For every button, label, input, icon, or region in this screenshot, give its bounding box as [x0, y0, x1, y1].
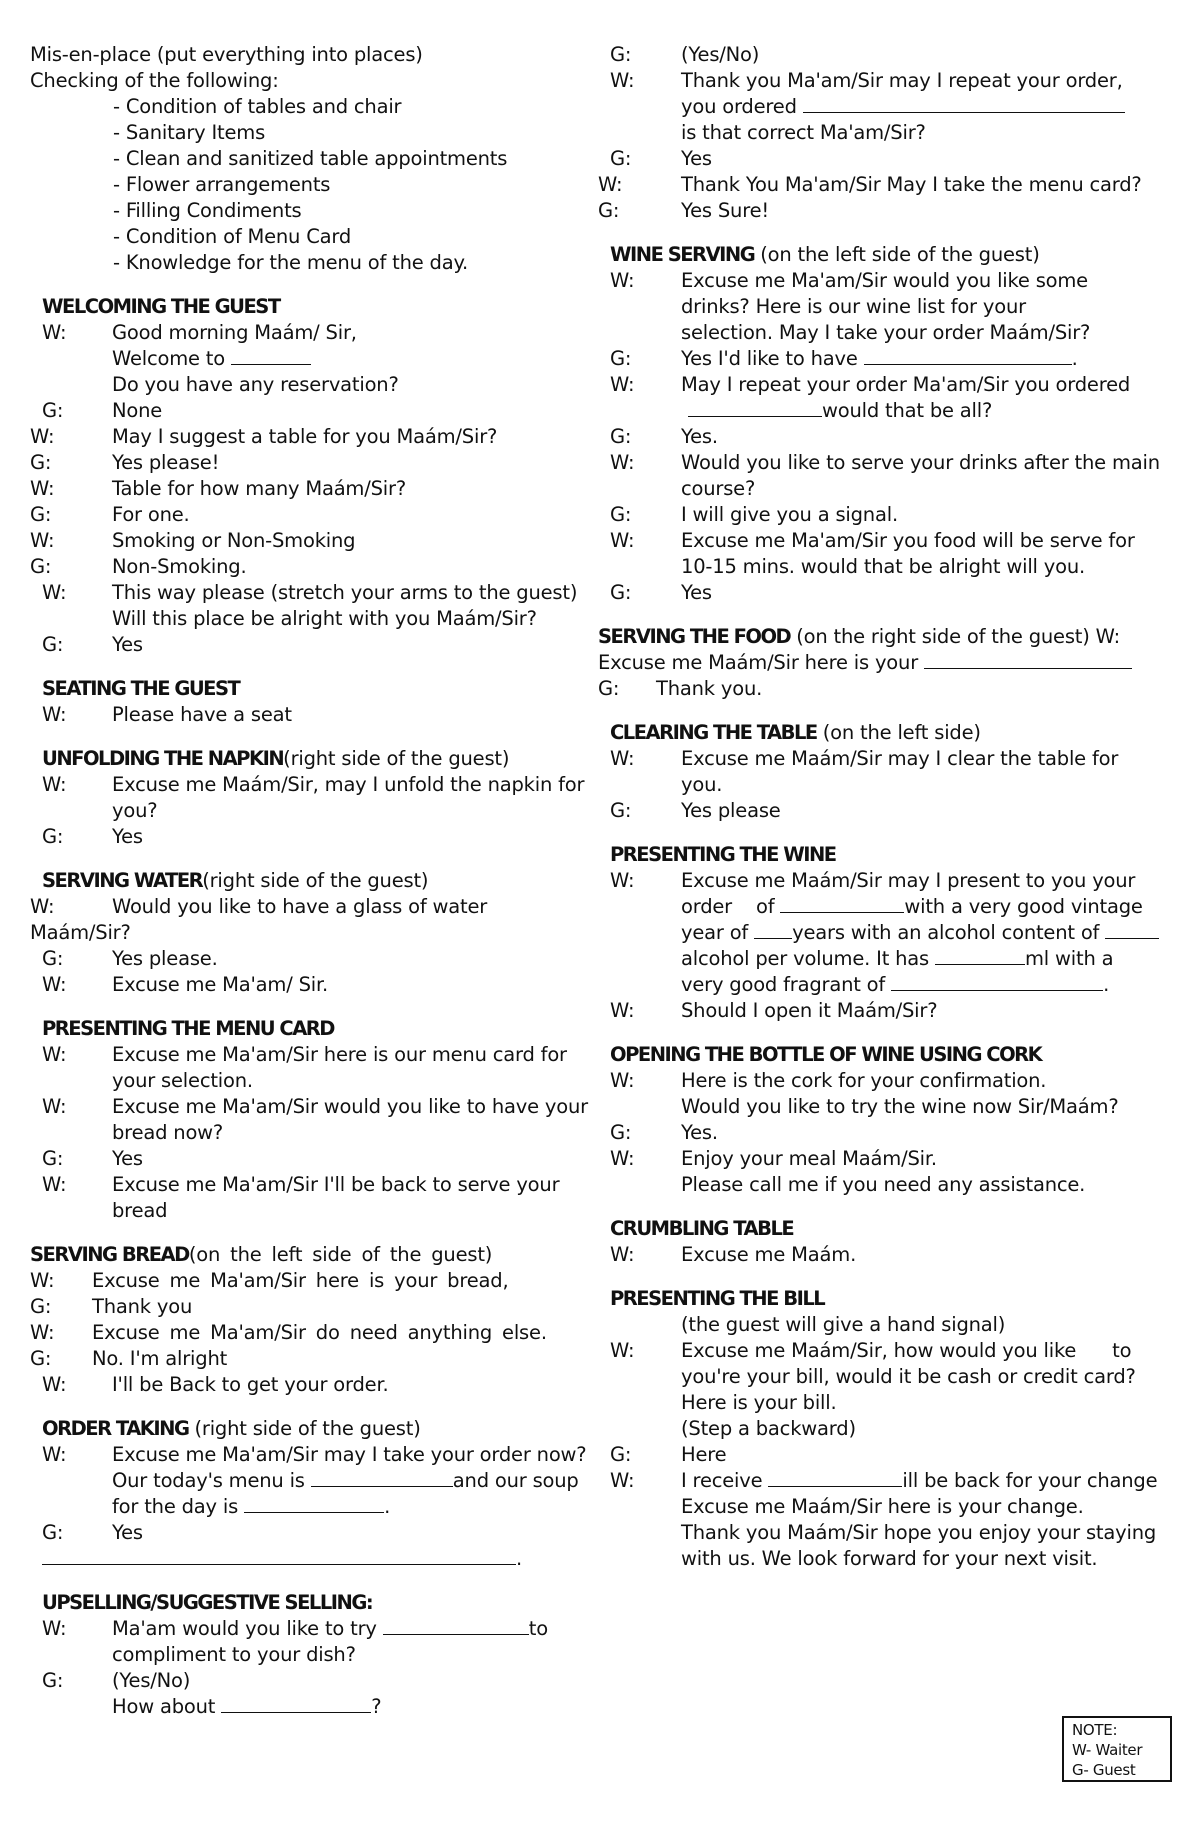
dialogue-line: W: Would you like to serve your drinks after the main	[610, 451, 1160, 474]
dialogue-line: W: Excuse me Ma'am/Sir would you like to have your	[42, 1095, 588, 1118]
dialogue-line: very good fragrant of .	[681, 973, 1110, 996]
blank-line	[231, 347, 311, 365]
crumbling-section	[598, 1216, 1173, 1268]
order-taking-section	[30, 1416, 595, 1572]
upselling-section	[30, 1590, 595, 1720]
section-heading: SEATING THE GUEST	[42, 677, 240, 700]
section-heading: ORDER TAKING	[42, 1417, 189, 1440]
dialogue-line: you.	[681, 773, 723, 796]
dialogue-line: with us. We look forward for your next visit.	[681, 1547, 1098, 1570]
wine-serving-section	[598, 242, 1173, 606]
dialogue-line: G: None	[42, 399, 163, 422]
dialogue-line: W: Excuse me Maám.	[610, 1243, 857, 1266]
blank-line	[688, 399, 822, 417]
section-note: (on the left side of the guest)	[760, 243, 1040, 266]
note-legend-box	[1062, 1716, 1172, 1782]
dialogue-line: bread now?	[112, 1121, 224, 1144]
dialogue-line: G: Yes Sure!	[598, 199, 770, 222]
checklist-item: - Filling Condiments	[113, 199, 302, 222]
section-heading: UPSELLING/SUGGESTIVE SELLING:	[42, 1591, 373, 1614]
dialogue-line: G: (Yes/No)	[42, 1669, 191, 1692]
dialogue-line: 10-15 mins. would that be alright will you.	[681, 555, 1086, 578]
blank-line	[754, 921, 792, 939]
dialogue-line: you ordered	[598, 94, 1173, 120]
dialogue-line: Maám/Sir?	[30, 921, 131, 944]
dialogue-line: W: Excuse me Ma'am/Sir may I take your order now?	[42, 1443, 587, 1466]
dialogue-line: bread	[112, 1199, 168, 1222]
blank-line	[935, 947, 1025, 965]
dialogue-line: Our today's menu is and our soup	[112, 1469, 579, 1492]
note-waiter: W- Waiter	[1072, 1741, 1143, 1759]
section-note: (on the left side of the guest)	[188, 1243, 493, 1266]
blank-line	[891, 973, 1103, 991]
welcoming-section	[30, 294, 595, 658]
presenting-bill-section	[598, 1286, 1173, 1572]
dialogue-line: W: Table for how many Maám/Sir?	[30, 477, 406, 500]
dialogue-line: W: Please have a seat	[42, 703, 292, 726]
section-note: (on the right side of the guest) W:	[796, 625, 1120, 648]
dialogue-line: W: I receive ill be back for your change	[610, 1469, 1158, 1492]
checklist-item: - Flower arrangements	[113, 173, 331, 196]
order-continued-section	[598, 42, 1173, 224]
dialogue-line: drinks? Here is our wine list for your	[681, 295, 1026, 318]
section-heading: CLEARING THE TABLE	[610, 721, 817, 744]
blank-line	[311, 1469, 453, 1487]
dialogue-line: W: Excuse me Maám/Sir, may I unfold the napkin for	[42, 773, 585, 796]
dialogue-line: W: Thank You Ma'am/Sir May I take the menu card?	[598, 173, 1142, 196]
checklist-item: - Condition of tables and chair	[113, 95, 402, 118]
note-guest: G- Guest	[1072, 1761, 1136, 1779]
dialogue-line: G: Yes please!	[30, 451, 220, 474]
dialogue-line: How about ?	[112, 1695, 382, 1718]
section-heading: PRESENTING THE MENU CARD	[42, 1017, 334, 1040]
presenting-wine-section	[598, 842, 1173, 1024]
blank-line	[864, 347, 1072, 365]
dialogue-line: G: For one.	[30, 503, 190, 526]
checking-label: Checking of the following:	[30, 69, 279, 92]
dialogue-line: W: Excuse me Maám/Sir may I present to you your	[610, 869, 1136, 892]
bread-section	[30, 1242, 595, 1398]
napkin-section	[30, 746, 595, 850]
dialogue-line: W: May I suggest a table for you Maám/Sir?	[30, 425, 498, 448]
section-heading: SERVING BREAD	[30, 1243, 189, 1266]
dialogue-line: G: Yes please.	[42, 947, 218, 970]
section-heading: PRESENTING THE BILL	[610, 1287, 825, 1310]
dialogue-line: W: Should I open it Maám/Sir?	[610, 999, 938, 1022]
dialogue-line: W: Ma'am would you like to try to	[42, 1617, 548, 1640]
dialogue-line: G: Yes.	[610, 1121, 718, 1144]
right-column	[598, 42, 1173, 1572]
blank-line	[924, 651, 1132, 669]
section-note: (right side of the guest)	[194, 1417, 421, 1440]
dialogue-line: would that be all?	[598, 398, 1173, 424]
mis-en-place-title: Mis-en-place (put everything into places)	[30, 43, 423, 66]
dialogue-line: W: Excuse me Maám/Sir may I clear the table for	[610, 747, 1119, 770]
dialogue-line: compliment to your dish?	[112, 1643, 356, 1666]
blank-line	[1105, 921, 1159, 939]
dialogue-line: .	[30, 1546, 595, 1572]
serving-food-section	[598, 624, 1173, 702]
dialogue-line: you're your bill, would it be cash or credit card?	[681, 1365, 1136, 1388]
dialogue-line: course?	[681, 477, 756, 500]
dialogue-line: Here is your bill.	[681, 1391, 837, 1414]
dialogue-line: W: Excuse me Ma'am/Sir here is our menu card for	[42, 1043, 567, 1066]
dialogue-line: G: No. I'm alright	[30, 1347, 228, 1370]
dialogue-line: W: Would you like to have a glass of water	[30, 895, 488, 918]
dialogue-line: W: Good morning Maám/ Sir,	[42, 321, 357, 344]
dialogue-line: Would you like to try the wine now Sir/Maám?	[681, 1095, 1119, 1118]
blank-line	[221, 1695, 371, 1713]
dialogue-line: G: Yes	[42, 633, 143, 656]
water-section	[30, 868, 595, 998]
section-heading: UNFOLDING THE NAPKIN	[42, 747, 284, 770]
blank-line	[42, 1547, 516, 1565]
dialogue-line: G: Yes	[42, 825, 143, 848]
clearing-section	[598, 720, 1173, 824]
section-heading: OPENING THE BOTTLE OF WINE USING CORK	[610, 1043, 1042, 1066]
dialogue-line: G: (Yes/No)	[610, 43, 760, 66]
dialogue-line: Please call me if you need any assistance.	[681, 1173, 1086, 1196]
blank-line	[780, 895, 904, 913]
dialogue-line: W: Excuse me Ma'am/Sir I'll be back to serve your	[42, 1173, 560, 1196]
left-column	[30, 42, 595, 1720]
checklist-item: - Condition of Menu Card	[113, 225, 352, 248]
dialogue-line: W: Excuse me Ma'am/Sir here is your bread,	[30, 1269, 509, 1292]
dialogue-line: G: Here	[610, 1443, 727, 1466]
mis-en-place-section	[30, 42, 595, 276]
section-heading: SERVING WATER	[42, 869, 203, 892]
dialogue-line: W: This way please (stretch your arms to the guest)	[42, 581, 578, 604]
dialogue-line: W: Smoking or Non-Smoking	[30, 529, 356, 552]
section-heading: WELCOMING THE GUEST	[42, 295, 280, 318]
dialogue-line: Will this place be alright with you Maám/Sir?	[112, 607, 537, 630]
dialogue-line: W: Excuse me Ma'am/Sir would you like some	[610, 269, 1088, 292]
blank-line	[244, 1495, 384, 1513]
section-note: (right side of the guest)	[283, 747, 510, 770]
dialogue-line: G: Yes.	[610, 425, 718, 448]
dialogue-line: you?	[112, 799, 158, 822]
note-title: NOTE:	[1072, 1721, 1118, 1739]
dialogue-line: your selection.	[112, 1069, 253, 1092]
menu-card-section	[30, 1016, 595, 1224]
blank-line	[768, 1469, 902, 1487]
dialogue-line: is that correct Ma'am/Sir?	[681, 121, 926, 144]
dialogue-line: G: I will give you a signal.	[610, 503, 898, 526]
dialogue-line: G: Yes	[42, 1147, 143, 1170]
dialogue-line: order of with a very good vintage	[681, 895, 1143, 918]
opening-bottle-section	[598, 1042, 1173, 1198]
dialogue-line: G: Yes	[610, 581, 712, 604]
dialogue-line: W: I'll be Back to get your order.	[42, 1373, 389, 1396]
checklist-item: - Sanitary Items	[113, 121, 266, 144]
dialogue-line: year of years with an alcohol content of	[598, 920, 1173, 946]
dialogue-line: alcohol per volume. It has ml with a	[681, 947, 1114, 970]
dialogue-line: (Step a backward)	[681, 1417, 856, 1440]
dialogue-line: Excuse me Maám/Sir here is your change.	[681, 1495, 1084, 1518]
dialogue-line: G: Thank you.	[598, 677, 763, 700]
dialogue-line: W: Excuse me Ma'am/Sir do need anything else.	[30, 1321, 547, 1344]
dialogue-line: W: Enjoy your meal Maám/Sir.	[610, 1147, 937, 1170]
dialogue-line: G: Yes please	[610, 799, 781, 822]
blank-line	[803, 95, 1125, 113]
dialogue-line: G: Yes I'd like to have .	[610, 347, 1078, 370]
dialogue-line: W: Here is the cork for your confirmation.	[610, 1069, 1047, 1092]
dialogue-line: W: Excuse me Ma'am/ Sir.	[42, 973, 329, 996]
checklist-item: - Knowledge for the menu of the day.	[113, 251, 469, 274]
dialogue-line: for the day is .	[112, 1495, 391, 1518]
dialogue-line: G: Yes	[42, 1521, 143, 1544]
checklist-item: - Clean and sanitized table appointments	[113, 147, 508, 170]
section-note: (on the left side)	[822, 721, 981, 744]
section-heading: SERVING THE FOOD	[598, 625, 791, 648]
dialogue-line: W: May I repeat your order Ma'am/Sir you ordered	[610, 373, 1131, 396]
dialogue-line: Welcome to	[30, 346, 595, 372]
dialogue-line: G: Yes	[610, 147, 712, 170]
dialogue-line: W: Excuse me Ma'am/Sir you food will be serve for	[610, 529, 1135, 552]
section-heading: PRESENTING THE WINE	[610, 843, 836, 866]
dialogue-line: W: Excuse me Maám/Sir, how would you like to	[610, 1339, 1132, 1362]
dialogue-line: G: Non-Smoking.	[30, 555, 247, 578]
seating-section	[30, 676, 595, 728]
dialogue-line: Thank you Maám/Sir hope you enjoy your staying	[681, 1521, 1157, 1544]
section-note: (right side of the guest)	[202, 869, 429, 892]
dialogue-line: selection. May I take your order Maám/Sir?	[681, 321, 1091, 344]
blank-line	[383, 1617, 529, 1635]
dialogue-line: G: Thank you	[30, 1295, 193, 1318]
dialogue-line: Excuse me Maám/Sir here is your	[598, 650, 1173, 676]
section-heading: WINE SERVING	[610, 243, 755, 266]
dialogue-line: Do you have any reservation?	[112, 373, 399, 396]
dialogue-line: W: Thank you Ma'am/Sir may I repeat your order,	[610, 69, 1123, 92]
dialogue-line: (the guest will give a hand signal)	[681, 1313, 1006, 1336]
section-heading: CRUMBLING TABLE	[610, 1217, 794, 1240]
